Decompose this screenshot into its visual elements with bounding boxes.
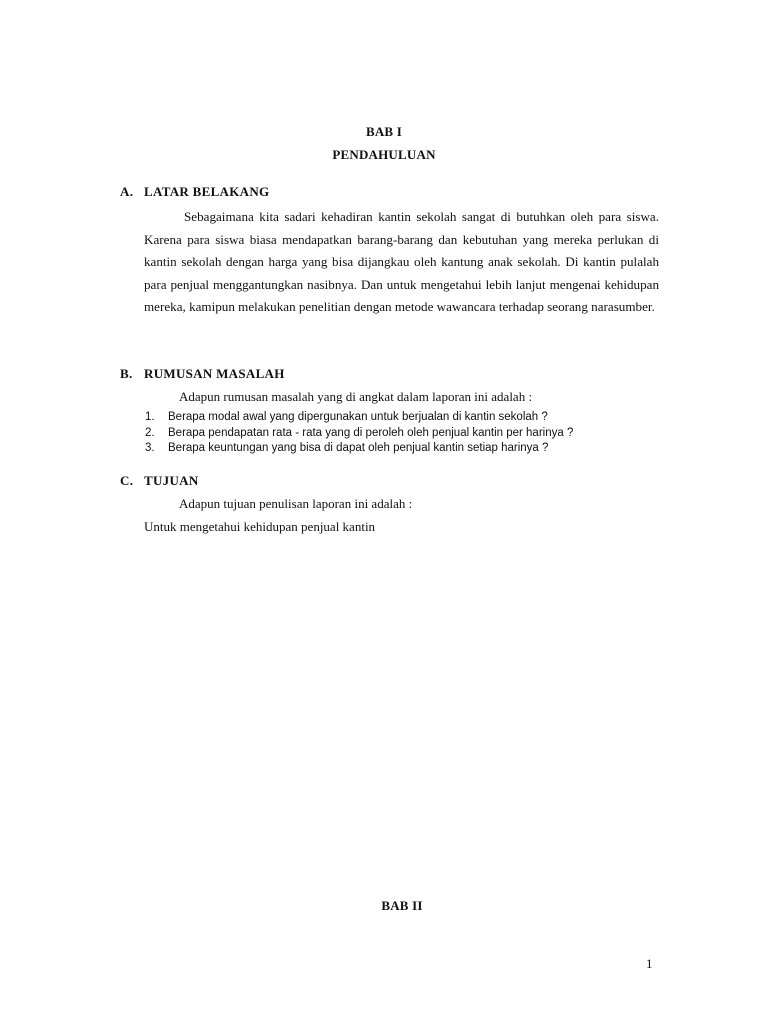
section-a-heading <box>120 184 269 200</box>
section-a-title: LATAR BELAKANG <box>144 184 270 199</box>
section-c-statement: Untuk mengetahui kehidupan penjual kantin <box>144 519 376 534</box>
chapter-label: BAB I <box>365 124 403 139</box>
section-c-intro: Adapun tujuan penulisan laporan ini adalah : <box>179 496 413 511</box>
problem-list <box>145 410 573 457</box>
section-a-paragraph: Sebagaimana kita sadari kehadiran kantin sekolah sangat di butuhkan oleh para siswa. Karena para siswa biasa mendapatkan barang-barang dan kebutuhan yang mereka perlukan di kantin sekolah dengan harga yang bisa dijangkau oleh kantung anak sekolah. Di kantin pulalah para penjual menggantungkan nasibnya. Dan untuk mengetahui lebih lanjut mengenai kehidupan mereka, kamipun melakukan penelitian dengan metode wawancara terhadap seorang narasumber. <box>144 209 659 315</box>
list-item-text: Berapa keuntungan yang bisa di dapat oleh penjual kantin setiap harinya ? <box>168 442 549 454</box>
section-c-letter: C. <box>120 473 134 488</box>
section-b-heading <box>120 366 285 382</box>
next-chapter-label: BAB II <box>381 898 423 913</box>
list-item-number: 3. <box>145 442 155 454</box>
section-b-title: RUMUSAN MASALAH <box>144 366 285 381</box>
list-item <box>145 410 573 426</box>
section-b-intro: Adapun rumusan masalah yang di angkat dalam laporan ini adalah : <box>179 389 533 404</box>
list-item-number: 2. <box>145 426 155 439</box>
chapter-title: PENDAHULUAN <box>332 147 436 162</box>
section-c-title: TUJUAN <box>144 473 199 488</box>
section-b-letter: B. <box>120 366 133 381</box>
section-a-letter: A. <box>120 184 134 199</box>
list-item <box>145 426 573 442</box>
list-item-text: Berapa modal awal yang dipergunakan untuk berjualan di kantin sekolah ? <box>168 411 548 423</box>
list-item-number: 1. <box>145 411 155 423</box>
list-item <box>145 441 573 457</box>
page-number: 1 <box>646 956 653 971</box>
list-item-text: Berapa pendapatan rata - rata yang di peroleh oleh penjual kantin per harinya ? <box>168 426 574 439</box>
section-c-heading <box>120 473 199 489</box>
